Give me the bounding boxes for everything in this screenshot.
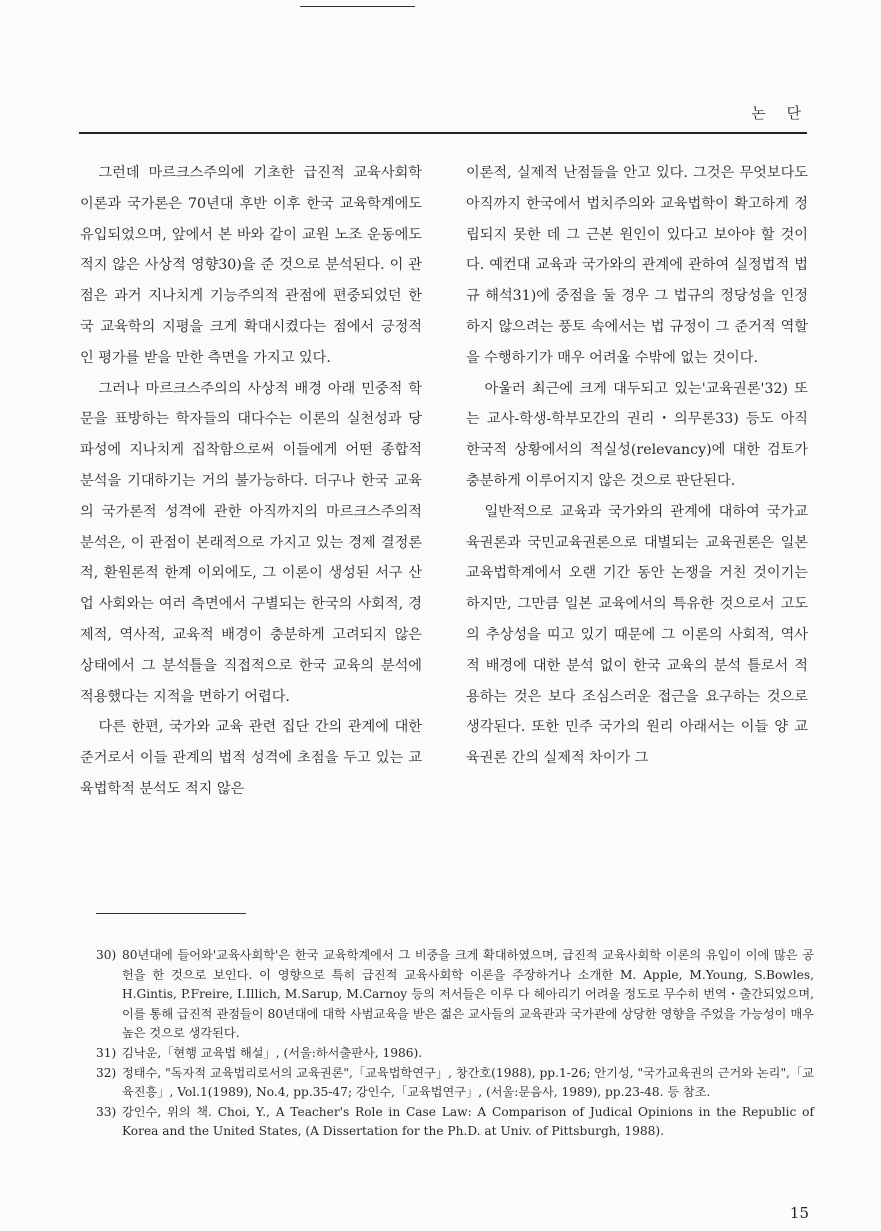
footnote-32 xyxy=(96,1064,814,1103)
page-number: 15 xyxy=(789,1204,809,1222)
section-label: 논 단 xyxy=(751,104,809,122)
footnote-33 xyxy=(96,1103,814,1142)
footnote-text: 김낙운,「현행 교육법 해설」, (서울:하서출판사, 1986). xyxy=(122,1045,423,1060)
footnote-text: 강인수, 위의 책. Choi, Y., A Teacher's Role in Case Law: A Comparison of Judical Opinions in the Republic of Korea and the United States, (A Dissertation for the Ph.D. at Univ. of Pittsburgh, 1988). xyxy=(122,1104,814,1139)
left-column xyxy=(80,158,422,805)
right-paragraph-3: 일반적으로 교육과 국가와의 관계에 대하여 국가교육권론과 국민교육권론으로 대별되는 교육권론은 일본 교육법학계에서 오랜 기간 동안 논쟁을 거친 것이기는 하지만, 그만큼 일본 교육에서의 특유한 것으로서 고도의 추상성을 띠고 있기 때문에 그 이론의 사회적, 역사적 배경에 대한 분석 없이 한국 교육의 분석 틀로서 적용하는 것은 보다 조심스러운 접근을 요구하는 것으로 생각된다. 또한 민주 국가의 원리 아래서는 이들 양 교육권론 간의 실제적 차이가 그 xyxy=(466,503,808,767)
left-paragraph-3: 다른 한편, 국가와 교육 관련 집단 간의 관계에 대한 준거로서 이들 관계의 법적 성격에 초점을 두고 있는 교육법학적 분석도 적지 않은 xyxy=(80,719,422,797)
right-paragraph-1: 이론적, 실제적 난점들을 안고 있다. 그것은 무엇보다도 아직까지 한국에서 법치주의와 교육법학이 확고하게 정립되지 못한 데 그 근본 원인이 있다고 보아야 할 것이다. 예컨대 교육과 국가와의 관계에 관하여 실정법적 법규 해석31)에 중점을 둘 경우 그 법규의 정당성을 인정하지 않으려는 풍토 속에서는 법 규정이 그 준거적 역할을 수행하기가 매우 어려울 수밖에 없는 것이다. xyxy=(466,165,808,366)
header-rule xyxy=(79,132,807,134)
footnote-31 xyxy=(96,1044,814,1064)
footnote-30 xyxy=(96,946,814,1044)
left-paragraph-2: 그러나 마르크스주의의 사상적 배경 아래 민중적 학문을 표방하는 학자들의 대다수는 이론의 실천성과 당파성에 지나치게 집착함으로써 이들에게 어떤 종합적 분석을 기대하기는 거의 불가능하다. 더구나 한국 교육의 국가론적 성격에 관한 아직까지의 마르크스주의적 분석은, 이 관점이 본래적으로 가지고 있는 경제 결정론적, 환원론적 한계 이외에도, 그 이론이 생성된 서구 산업 사회와는 여러 측면에서 구별되는 한국의 사회적, 경제적, 역사적, 교육적 배경이 충분하게 고려되지 않은 상태에서 그 분석틀을 직접적으로 한국 교육의 분석에 적용했다는 지적을 면하기 어렵다. xyxy=(80,380,422,705)
footnote-number: 31) xyxy=(96,1045,117,1060)
footnote-number: 33) xyxy=(96,1104,117,1119)
footnote-number: 32) xyxy=(96,1065,117,1080)
left-paragraph-1: 그런데 마르크스주의에 기초한 급진적 교육사회학 이론과 국가론은 70년대 후반 이후 한국 교육학계에도 유입되었으며, 앞에서 본 바와 같이 교원 노조 운동에도 적지 않은 사상적 영향30)을 준 것으로 분석된다. 이 관점은 과거 지나치게 기능주의적 관점에 편중되었던 한국 교육학의 지평을 크게 확대시켰다는 점에서 긍정적인 평가를 받을 만한 측면을 가지고 있다. xyxy=(80,165,422,366)
footnote-text: 정태수, "독자적 교육법리로서의 교육권론",「교육법학연구」, 창간호(1988), pp.1-26; 안기성, "국가교육권의 근거와 논리",「교육진흥」, Vol.1(1989), No.4, pp.35-47; 강인수,「교육법연구」, (서울:문음사, 1989), pp.23-48. 등 참조. xyxy=(122,1065,814,1100)
footnote-number: 30) xyxy=(96,948,117,962)
right-paragraph-2: 아울러 최근에 크게 대두되고 있는'교육권론'32) 또는 교사-학생-학부모간의 권리・의무론33) 등도 아직 한국적 상황에서의 적실성(relevancy)에 대한 검토가 충분하게 이루어지지 않은 것으로 판단된다. xyxy=(466,380,808,489)
footnotes xyxy=(96,946,814,1142)
right-column xyxy=(466,158,808,774)
footnote-text: 80년대에 들어와'교육사회학'은 한국 교육학계에서 그 비중을 크게 확대하였으며, 급진적 교육사회학 이론의 유입이 이에 많은 공헌을 한 것으로 보인다. 이 영향으로 특히 급진적 교육사회학 이론을 주장하거나 소개한 M. Apple, M.Young, S.Bowles, H.Gintis, P.Freire, I.Illich, M.Sarup, M.Carnoy 등의 저서들은 이루 다 헤아리기 어려울 정도로 무수히 번역・출간되었으며, 이를 통해 급진적 관점들이 80년대에 대학 사범교육을 받은 젊은 교사들의 교육관과 국가관에 상당한 영향을 주었을 가능성이 매우 높은 것으로 생각된다. xyxy=(122,948,814,1041)
top-decorative-rule xyxy=(300,6,415,7)
footnote-rule xyxy=(96,913,246,914)
